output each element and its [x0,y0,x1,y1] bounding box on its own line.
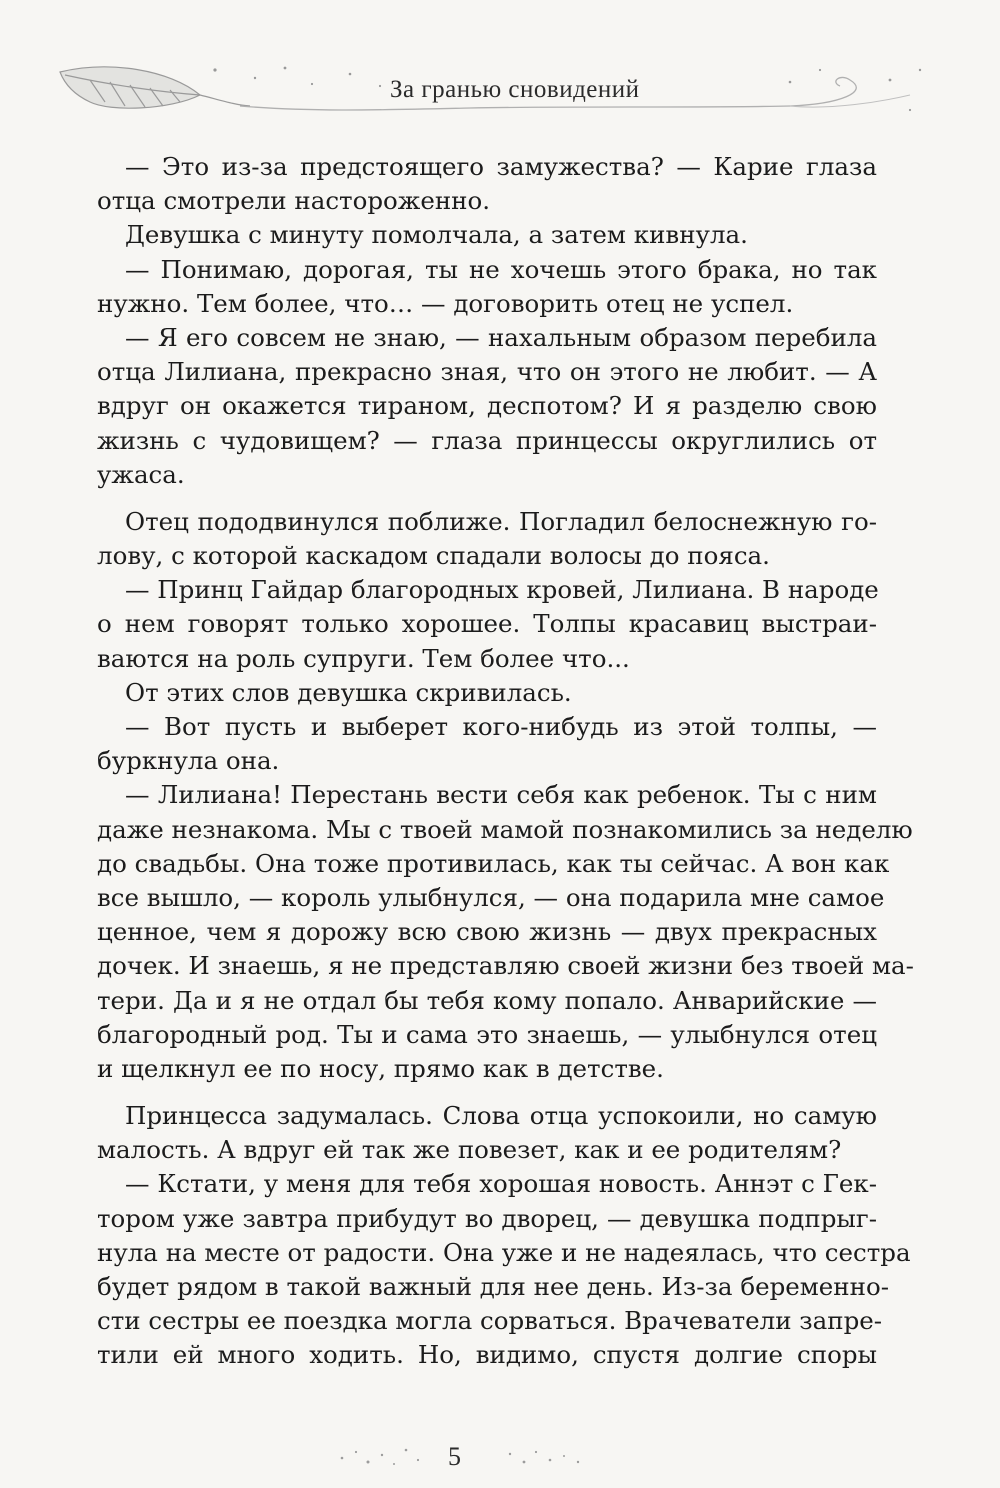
text-line: От этих слов девушка скривилась. [125,677,572,707]
text-line: — Принц Гайдар благородных кровей, Лилиана. В народе [125,575,879,605]
text-line: ценное, чем я дорожу всю свою жизнь — двух прекрасных [97,917,877,947]
text-line: Принцесса задумалась. Слова отца успокоили, но самую [125,1101,877,1131]
text-line: ужаса. [97,459,185,489]
text-line: — Это из-за предстоящего замужества? — Карие глаза [125,152,877,181]
body-text [97,150,914,1373]
text-line: будет рядом в такой важный для нее день. Из-за беременно- [97,1272,889,1301]
text-line: нула на месте от радости. Она уже и не надеялась, что сестра [97,1237,911,1267]
text-line: дочек. И знаешь, я не представляю своей жизни без твоей ма- [97,951,914,981]
text-line: нужно. Тем более, что… — договорить отец не успел. [97,288,794,318]
text-line: вдруг он окажется тираном, деспотом? И я разделю свою [97,391,877,421]
text-line: — Лилиана! Перестань вести себя как ребенок. Ты с ним [125,780,877,810]
text-line: даже незнакома. Мы с твоей мамой познакомились за неделю [97,814,913,844]
text-line: о нем говорят только хорошее. Толпы красавиц выстраи- [97,609,877,639]
text-line: до свадьбы. Она тоже противилась, как ты сейчас. А вон как [97,848,890,878]
text-line: тором уже завтра прибудут во дворец, — девушка подпрыг- [97,1203,877,1233]
text-line: — Вот пусть и выберет кого-нибудь из этой толпы, — [125,712,877,741]
text-line: Девушка с минуту помолчала, а затем кивнула. [125,220,748,250]
page-number: 5 [448,1442,461,1471]
text-line: жизнь с чудовищем? — глаза принцессы округлились от [97,425,877,455]
text-line: буркнула она. [97,746,280,776]
text-line: все вышло, — король улыбнулся, — она подарила мне самое [97,882,885,912]
text-line: лову, с которой каскадом спадали волосы до пояса. [97,541,770,571]
footer-ornament [330,1440,590,1480]
text-line: Отец пододвинулся поближе. Погладил белоснежную го- [125,506,877,536]
text-line: — Кстати, у меня для тебя хорошая новость. Аннэт с Гек- [125,1169,877,1199]
text-line: сти сестры ее поездка могла сорваться. Врачеватели запре- [97,1306,883,1336]
text-line: отца смотрели настороженно. [97,186,491,216]
page-header-ornament [50,40,950,140]
text-line: — Я его совсем не знаю, — нахальным образом перебила [125,322,877,352]
text-line: малость. А вдруг ей так же повезет, как и ее родителям? [97,1135,842,1165]
text-line: и щелкнул ее по носу, прямо как в детстве. [97,1053,664,1083]
text-line: — Понимаю, дорогая, ты не хочешь этого брака, но так [125,254,877,284]
text-line: тили ей много ходить. Но, видимо, спустя долгие споры [97,1340,877,1370]
running-title: За гранью сновидений [390,76,640,103]
text-line: тери. Да и я не отдал бы тебя кому попало. Анварийские — [97,985,877,1015]
text-line: благородный род. Ты и сама это знаешь, — улыбнулся отец [97,1019,877,1049]
text-line: ваются на роль супруги. Тем более что... [97,643,630,673]
text-line: отца Лилиана, прекрасно зная, что он этого не любит. — А [97,357,877,387]
